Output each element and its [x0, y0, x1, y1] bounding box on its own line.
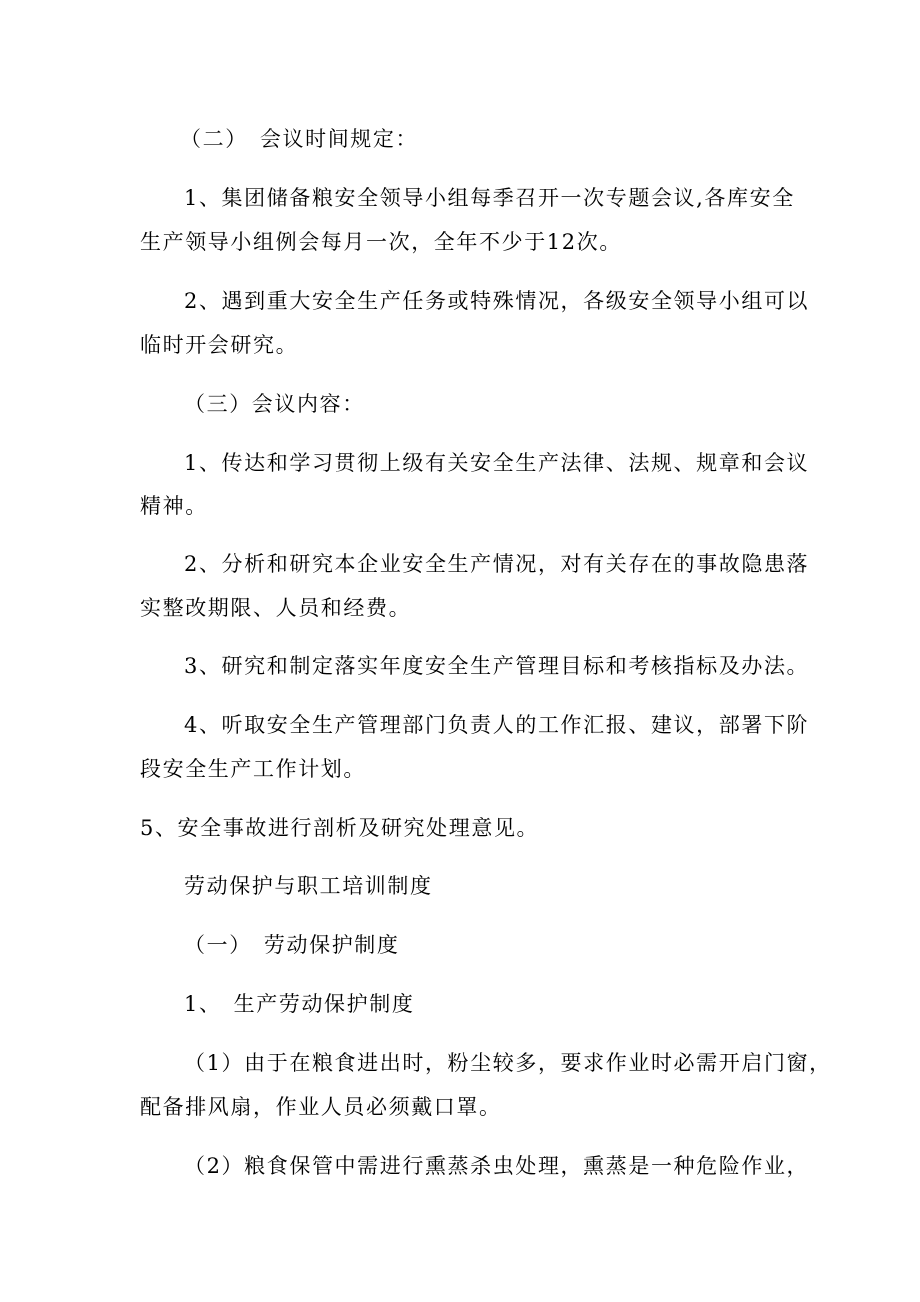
- paragraph-line: 实整改期限、人员和经费。: [140, 596, 412, 620]
- paragraph-line: 生产领导小组例会每月一次，全年不少于12次。: [140, 230, 622, 254]
- paragraph-line: 3、研究和制定落实年度安全生产管理目标和考核指标及办法。: [184, 654, 810, 678]
- paragraph-line: 临时开会研究。: [140, 333, 299, 357]
- paragraph-line: 4、听取安全生产管理部门负责人的工作汇报、建议，部署下阶: [184, 713, 810, 737]
- paragraph-line: 2、遇到重大安全生产任务或特殊情况，各级安全领导小组可以: [184, 289, 810, 313]
- section-heading: 劳动保护与职工培训制度: [184, 874, 433, 898]
- paragraph-line: 段安全生产工作计划。: [140, 757, 366, 781]
- subheading-meeting-time: （二） 会议时间规定：: [180, 127, 419, 151]
- paragraph-line: 精神。: [140, 494, 208, 518]
- subheading-production-protection: 1、 生产劳动保护制度: [184, 992, 415, 1016]
- subheading-meeting-content: （三）会议内容：: [184, 392, 365, 416]
- subheading-labor-protection: （一） 劳动保护制度: [184, 933, 400, 957]
- paragraph-line: （1）由于在粮食进出时，粉尘较多，要求作业时必需开启门窗，: [184, 1051, 832, 1075]
- paragraph-line: 1、集团储备粮安全领导小组每季召开一次专题会议,各库安全: [184, 186, 795, 210]
- paragraph-line: 配备排风扇，作业人员必须戴口罩。: [140, 1095, 502, 1119]
- paragraph-line: 5、安全事故进行剖析及研究处理意见。: [140, 816, 540, 840]
- paragraph-line: 2、分析和研究本企业安全生产情况，对有关存在的事故隐患落: [184, 552, 810, 576]
- paragraph-line: （2）粮食保管中需进行熏蒸杀虫处理，熏蒸是一种危险作业，: [184, 1154, 810, 1178]
- paragraph-line: 1、传达和学习贯彻上级有关安全生产法律、法规、规章和会议: [184, 451, 810, 475]
